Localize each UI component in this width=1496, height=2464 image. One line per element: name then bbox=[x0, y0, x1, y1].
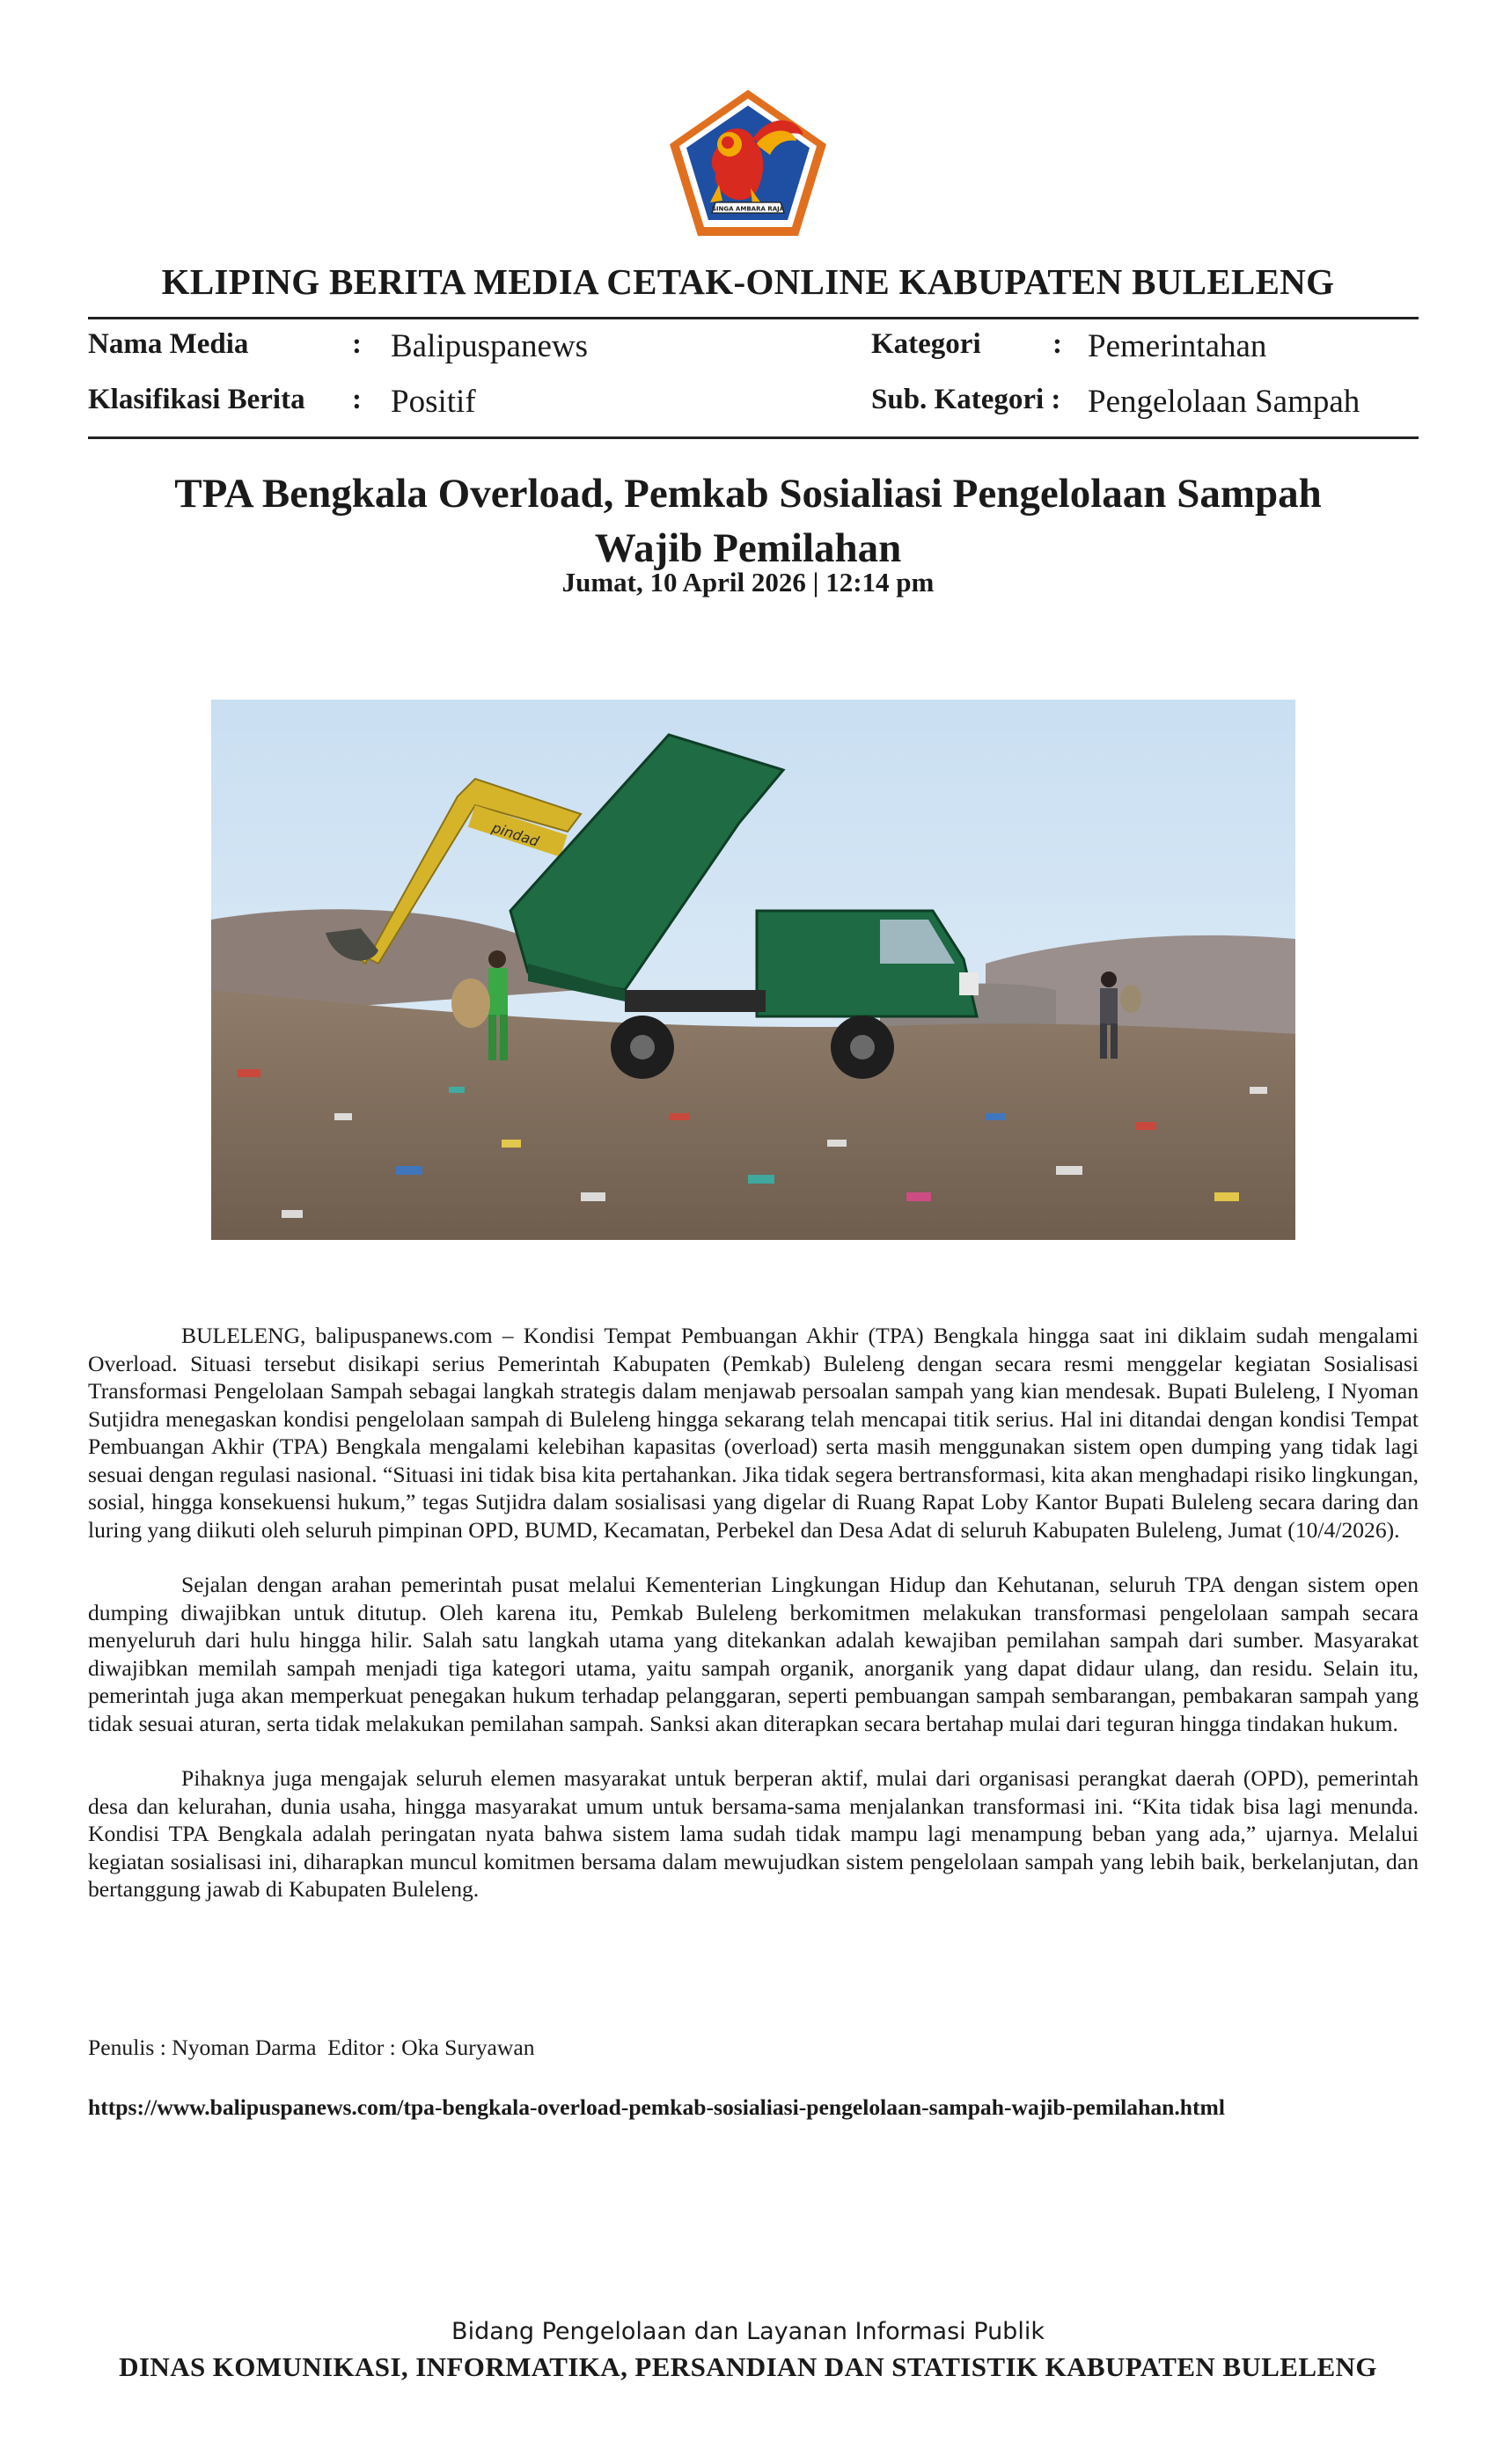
clipping-header-title: KLIPING BERITA MEDIA CETAK-ONLINE KABUPATEN BULELENG bbox=[161, 261, 1335, 302]
logo-motto: SINGA AMBARA RAJA bbox=[711, 205, 785, 213]
article-paragraph-2: Sejalan dengan arahan pemerintah pusat melalui Kementerian Lingkungan Hidup dan Kehutanan, seluruh TPA dengan sistem open dumping diwajibkan untuk ditutup. Oleh karena itu, Pemkab Buleleng berkomitmen melakukan transformasi pengelolaan sampah secara menyeluruh dari hulu hingga hilir. Salah satu langkah utama yang ditekankan adalah kewajiban pemilahan sampah dari sumber. Masyarakat diwajibkan memilah sampah menjadi tiga kategori utama, yaitu sampah organik, anorganik yang dapat didaur ulang, dan residu. Selain itu, pemerintah juga akan memperkuat penegakan hukum terhadap pelanggaran, seperti pembuangan sampah sembarangan, pembakaran sampah yang tidak sesuai aturan, serta tidak melakukan pemilahan sampah. Sanksi akan diterapkan secara bertahap mulai dari teguran hingga tindakan hukum. bbox=[88, 1572, 1419, 1736]
news-classification-label: Klasifikasi Berita bbox=[88, 384, 305, 415]
article-title-line-2: Wajib Pemilahan bbox=[594, 525, 902, 571]
article-body bbox=[88, 1322, 1419, 1931]
header-top-rule bbox=[88, 317, 1419, 319]
category-label: Kategori bbox=[871, 328, 981, 360]
media-name-label: Nama Media bbox=[88, 328, 249, 360]
subcategory-value: Pengelolaan Sampah bbox=[1088, 384, 1360, 420]
buleleng-regency-logo bbox=[664, 86, 832, 239]
media-name-value: Balipuspanews bbox=[391, 328, 589, 364]
news-classification-colon: : bbox=[352, 384, 362, 415]
article-title bbox=[132, 466, 1364, 576]
source-url: https://www.balipuspanews.com/tpa-bengkala-overload-pemkab-sosialiasi-pengelolaan-sampah-wajib-pemilahan.html bbox=[88, 2094, 1225, 2120]
category-colon: : bbox=[1052, 328, 1062, 360]
article-title-line-1: TPA Bengkala Overload, Pemkab Sosialiasi Pengelolaan Sampah bbox=[174, 471, 1322, 517]
header-bottom-rule bbox=[88, 436, 1419, 439]
excavator-brand: pindad bbox=[489, 818, 541, 850]
author-editor-credit: Penulis : Nyoman Darma Editor : Oka Suryawan bbox=[88, 2035, 535, 2060]
footer-agency: DINAS KOMUNIKASI, INFORMATIKA, PERSANDIAN DAN STATISTIK KABUPATEN BULELENG bbox=[119, 2351, 1377, 2382]
article-photo-landfill bbox=[211, 700, 1295, 1240]
category-value: Pemerintahan bbox=[1088, 328, 1267, 364]
news-classification-value: Positif bbox=[391, 384, 476, 420]
footer-division: Bidang Pengelolaan dan Layanan Informasi Publik bbox=[451, 2318, 1045, 2345]
media-name-colon: : bbox=[352, 328, 362, 360]
article-paragraph-3: Pihaknya juga mengajak seluruh elemen masyarakat untuk berperan aktif, mulai dari organisasi perangkat daerah (OPD), pemerintah desa dan kelurahan, dunia usaha, hingga masyarakat umum untuk bersama-sama menjalankan transformasi ini. “Kita tidak bisa lagi menunda. Kondisi TPA Bengkala adalah peringatan nyata bahwa sistem lama sudah tidak mampu lagi menampung beban yang ada,” ujarnya. Melalui kegiatan sosialisasi ini, diharapkan muncul komitmen bersama dalam mewujudkan sistem pengelolaan sampah yang lebih baik, berkelanjutan, dan bertanggung jawab di Kabupaten Buleleng. bbox=[88, 1765, 1419, 1902]
subcategory-label: Sub. Kategori : bbox=[871, 384, 1061, 415]
article-paragraph-1: BULELENG, balipuspanews.com – Kondisi Tempat Pembuangan Akhir (TPA) Bengkala hingga saat ini diklaim sudah mengalami Overload. Situasi tersebut disikapi serius Pemerintah Kabupaten (Pemkab) Buleleng dengan secara resmi menggelar kegiatan Sosialisasi Transformasi Pengelolaan Sampah sebagai langkah strategis dalam menjawab persoalan sampah yang kian mendesak. Bupati Buleleng, I Nyoman Sutjidra menegaskan kondisi pengelolaan sampah di Buleleng hingga sekarang telah mencapai titik serius. Hal ini ditandai dengan kondisi Tempat Pembuangan Akhir (TPA) Bengkala mengalami kelebihan kapasitas (overload) serta masih menggunakan sistem open dumping yang tidak lagi sesuai dengan regulasi nasional. “Situasi ini tidak bisa kita pertahankan. Jika tidak segera bertransformasi, kita akan menghadapi risiko lingkungan, sosial, hingga konsekuensi hukum,” tegas Sutjidra dalam sosialisasi yang digelar di Ruang Rapat Loby Kantor Bupati Buleleng secara daring dan luring yang diikuti oleh seluruh pimpinan OPD, BUMD, Kecamatan, Perbekel dan Desa Adat di seluruh Kabupaten Buleleng, Jumat (10/4/2026). bbox=[88, 1323, 1419, 1543]
article-date: Jumat, 10 April 2026 | 12:14 pm bbox=[561, 567, 935, 598]
